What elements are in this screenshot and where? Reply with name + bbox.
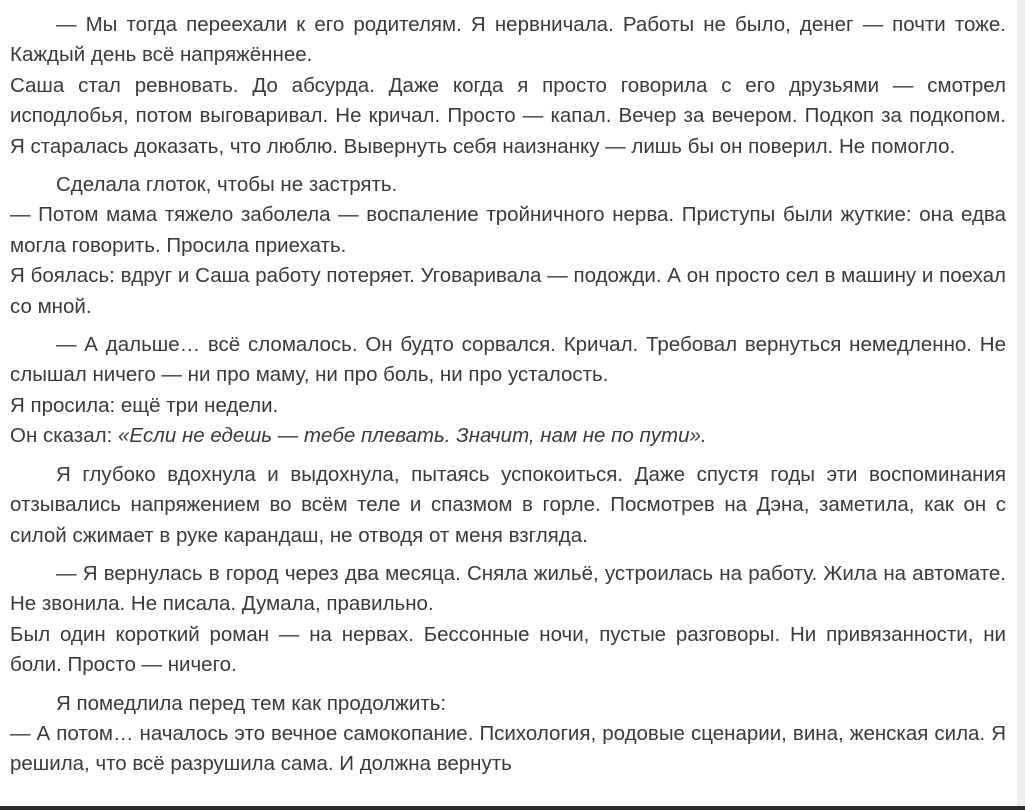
paragraph: [10, 10, 1006, 71]
text-line: — Мы тогда переехали к его родителям. Я нервничала. Работы не было, денег — почти тоже. Каждый день всё напряжённее.: [10, 13, 1006, 67]
paragraph: [10, 559, 1006, 620]
quoted-speech: «Если не едешь — тебе плевать. Значит, нам не по пути».: [117, 424, 707, 448]
text-line: — А потом… началось это вечное самокопание. Психология, родовые сценарии, вина, женская сила. Я решила, что всё разрушила сама. И должна вернуть: [10, 721, 1006, 776]
text-line: Саша стал ревновать. До абсурда. Даже когда я просто говорила с его друзьями — смотрел исподлобья, потом выговаривал. Не кричал. Просто — капал. Вечер за вечером. Подкоп за подкопом. Я старалась доказать, что люблю. Вывернуть себя наизнанку — лишь бы он поверил. Не помогло.: [10, 73, 1006, 158]
text-line: — Я вернулась в город через два месяца. Сняла жильё, устроилась на работу. Жила на автомате. Не звонила. Не писала. Думала, правильно.: [10, 561, 1006, 616]
text-line: — Потом мама тяжело заболела — воспаление тройничного нерва. Приступы были жуткие: она едва могла говорить. Просила приехать.: [10, 203, 1006, 257]
paragraph: [10, 330, 1006, 391]
text-page: [10, 0, 1006, 780]
text-line: Был один короткий роман — на нервах. Бессонные ночи, пустые разговоры. Ни привязанности, ни боли. Просто — ничего.: [10, 622, 1006, 677]
text-line: Я глубоко вдохнула и выдохнула, пытаясь успокоиться. Даже спустя годы эти воспоминания отзывались напряжением во всём теле и спазмом в горле. Посмотрев на Дэна, заметила, как он с силой сжимает в руке карандаш, не отводя от меня взгляда.: [10, 462, 1006, 547]
paragraph: [10, 200, 1006, 261]
paragraph: [10, 170, 1006, 200]
text-line: Сделала глоток, чтобы не застрять.: [56, 173, 398, 197]
paragraph: [10, 689, 1006, 719]
paragraph: [10, 460, 1006, 551]
speech-prefix: Он сказал:: [10, 424, 118, 448]
paragraph: [10, 620, 1006, 681]
text-line: Я боялась: вдруг и Саша работу потеряет. Уговаривала — подожди. А он просто сел в машину и поехал со мной.: [10, 264, 1006, 318]
paragraph: [10, 71, 1006, 162]
text-line: Я просила: ещё три недели.: [10, 393, 279, 417]
paragraph: [10, 261, 1006, 322]
text-line: — А дальше… всё сломалось. Он будто сорвался. Кричал. Требовал вернуться немедленно. Не слышал ничего — ни про маму, ни про боль, ни про усталость.: [10, 333, 1006, 387]
paragraph: [10, 719, 1006, 780]
paragraph: [10, 391, 1006, 421]
bottom-edge-bar: [0, 806, 1025, 810]
text-line: Я помедлила перед тем как продолжить:: [56, 691, 447, 715]
scrollbar[interactable]: [1017, 0, 1025, 810]
paragraph: [10, 421, 1006, 451]
